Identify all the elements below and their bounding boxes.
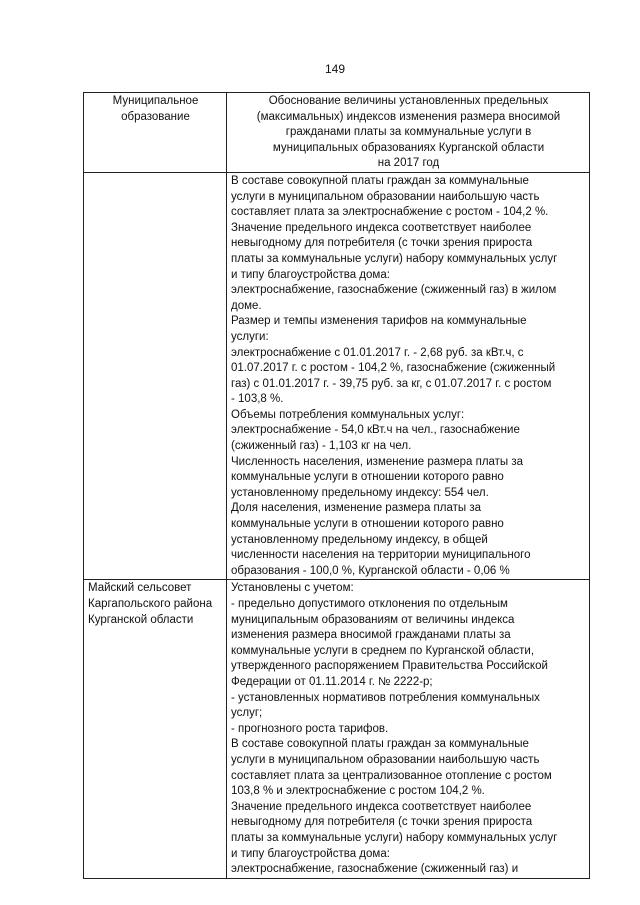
text-line: услуги в муниципальном образовании наибольшую часть bbox=[231, 190, 540, 203]
text-line: Размер и темпы изменения тарифов на коммунальные bbox=[231, 315, 527, 328]
municipality-cell bbox=[84, 172, 227, 579]
text-line: муниципальным образованиям от величины индекса bbox=[231, 613, 515, 626]
header-text-line: Муниципальное bbox=[112, 95, 199, 107]
text-line: Значение предельного индекса соответствует наиболее bbox=[231, 221, 532, 234]
text-line: образования - 100,0 %, Курганской области - 0,06 % bbox=[231, 564, 510, 577]
text-line: невыгодному для потребителя (с точки зрения прироста bbox=[231, 816, 533, 829]
text-line: услуги в муниципальном образовании наибольшую часть bbox=[231, 753, 540, 766]
text-line: установленному предельному индексу: 554 чел. bbox=[231, 486, 489, 499]
municipality-name-line: Курганской области bbox=[88, 613, 194, 626]
text-line: - установленных нормативов потребления коммунальных bbox=[231, 691, 540, 704]
text-line: и типу благоустройства дома: bbox=[231, 847, 390, 860]
text-line: - 103,8 %. bbox=[231, 393, 284, 406]
justification-cell bbox=[227, 580, 590, 878]
header-justification bbox=[227, 93, 590, 173]
text-line: электроснабжение с 01.01.2017 г. - 2,68 руб. за кВт.ч, с bbox=[231, 346, 524, 359]
municipality-name-line: Каргапольского района bbox=[88, 598, 213, 610]
text-line: услуги: bbox=[231, 330, 269, 343]
text-line: Доля населения, изменение размера платы за bbox=[231, 502, 482, 515]
header-municipality bbox=[84, 93, 227, 173]
header-text-line: на 2017 год bbox=[377, 157, 440, 170]
text-line: Установлены с учетом: bbox=[231, 582, 354, 595]
text-line: составляет плата за электроснабжение с ростом - 104,2 %. bbox=[231, 206, 549, 219]
text-line: В составе совокупной платы граждан за коммунальные bbox=[231, 174, 529, 187]
header-text-line: Обоснование величины установленных предельных bbox=[268, 95, 549, 107]
table-row bbox=[84, 580, 590, 878]
text-line: газ) с 01.01.2017 г. - 39,75 руб. за кг, с 01.07.2017 г. с ростом bbox=[231, 377, 552, 390]
text-line: платы за коммунальные услуги) набору коммунальных услуг bbox=[231, 252, 558, 265]
text-line: электроснабжение, газоснабжение (сжиженный газ) в жилом bbox=[231, 284, 557, 297]
text-line: коммунальные услуги в отношении которого равно bbox=[231, 518, 504, 531]
header-text-line: муниципальных образованиях Курганской области bbox=[272, 141, 545, 154]
text-line: Объемы потребления коммунальных услуг: bbox=[231, 408, 465, 421]
header-text-line: (максимальных) индексов изменения размера вносимой bbox=[256, 110, 561, 123]
text-line: численности населения на территории муниципального bbox=[231, 549, 531, 562]
municipality-cell bbox=[84, 580, 227, 878]
header-text-line: образование bbox=[121, 110, 190, 123]
text-line: утвержденного распоряжением Правительства Российской bbox=[231, 660, 548, 673]
text-line: 103,8 % и электроснабжение с ростом 104,2 %. bbox=[231, 785, 485, 798]
header-text-line: гражданами платы за коммунальные услуги в bbox=[285, 126, 532, 139]
text-line: услуг; bbox=[231, 707, 263, 720]
text-line: и типу благоустройства дома: bbox=[231, 268, 390, 281]
text-line: 01.07.2017 г. с ростом - 104,2 %, газоснабжение (сжиженный bbox=[231, 362, 556, 375]
text-line: доме. bbox=[231, 299, 262, 312]
text-line: Федерации от 01.11.2014 г. № 2222-р; bbox=[231, 675, 433, 688]
justification-cell bbox=[227, 172, 590, 579]
text-line: В составе совокупной платы граждан за коммунальные bbox=[231, 738, 529, 751]
tariff-index-table bbox=[83, 92, 590, 879]
text-line: невыгодному для потребителя (с точки зрения прироста bbox=[231, 237, 533, 250]
text-line: коммунальные услуги в среднем по Курганской области, bbox=[231, 644, 535, 657]
table-header-row bbox=[84, 93, 590, 173]
text-line: составляет плата за централизованное отопление с ростом bbox=[231, 769, 552, 782]
text-line: платы за коммунальные услуги) набору коммунальных услуг bbox=[231, 831, 558, 844]
text-line: (сжиженный газ) - 1,103 кг на чел. bbox=[231, 440, 412, 453]
text-line: установленному предельному индексу, в общей bbox=[231, 533, 488, 546]
text-line: электроснабжение, газоснабжение (сжиженный газ) и bbox=[231, 863, 519, 876]
page-number: 149 bbox=[324, 62, 346, 76]
text-line: Значение предельного индекса соответствует наиболее bbox=[231, 800, 532, 813]
text-line: коммунальные услуги в отношении которого равно bbox=[231, 471, 504, 484]
text-line: электроснабжение - 54,0 кВт.ч на чел., газоснабжение bbox=[231, 424, 520, 437]
text-line: - предельно допустимого отклонения по отдельным bbox=[231, 598, 508, 610]
text-line: - прогнозного роста тарифов. bbox=[231, 722, 389, 735]
text-line: изменения размера вносимой гражданами платы за bbox=[231, 629, 511, 642]
text-line: Численность населения, изменение размера платы за bbox=[231, 455, 524, 468]
municipality-name-line: Майский сельсовет bbox=[88, 582, 192, 595]
table-row bbox=[84, 172, 590, 579]
